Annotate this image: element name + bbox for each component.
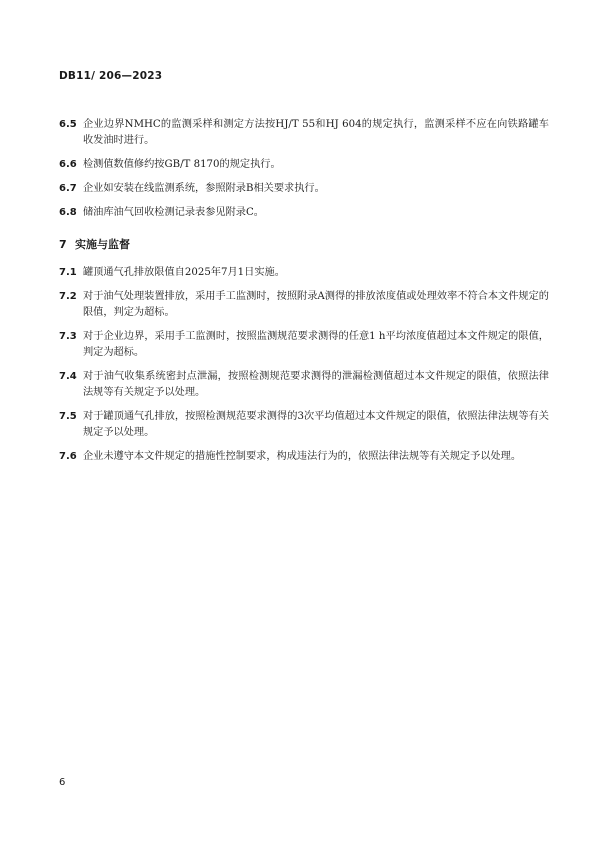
clause-text: 对于油气收集系统密封点泄漏，按照检测规范要求测得的泄漏检测值超过本文件规定的限值，依照法律法规等有关规定予以处理。 (83, 371, 549, 398)
clause-6-5 (59, 117, 549, 149)
document-body (59, 117, 549, 473)
clause-number: 6.6 (59, 159, 77, 170)
clause-text: 企业未遵守本文件规定的措施性控制要求，构成违法行为的，依照法律法规等有关规定予以处理。 (83, 451, 522, 462)
section-title: 实施与监督 (75, 238, 130, 251)
clause-6-7 (59, 181, 549, 197)
clause-7-6 (59, 449, 549, 465)
clause-6-8 (59, 205, 549, 221)
clause-number: 7.6 (59, 451, 77, 462)
clause-number: 7.3 (59, 331, 77, 342)
clause-text: 对于油气处理装置排放，采用手工监测时，按照附录A测得的排放浓度值或处理效率不符合本文件规定的限值，判定为超标。 (83, 291, 549, 318)
document-code: DB11/ 206—2023 (59, 70, 163, 82)
clause-7-3 (59, 329, 549, 361)
clause-number: 7.2 (59, 291, 77, 302)
clause-number: 6.8 (59, 207, 77, 218)
page-number: 6 (59, 777, 66, 788)
clause-6-6 (59, 157, 549, 173)
clause-text: 罐顶通气孔排放限值自2025年7月1日实施。 (83, 267, 285, 278)
clause-7-4 (59, 369, 549, 401)
clause-text: 对于企业边界，采用手工监测时，按照监测规范要求测得的任意1 h平均浓度值超过本文件规定的限值，判定为超标。 (83, 331, 549, 358)
clause-text: 对于罐顶通气孔排放，按照检测规范要求测得的3次平均值超过本文件规定的限值，依照法律法规等有关规定予以处理。 (83, 411, 549, 438)
clause-text: 企业边界NMHC的监测采样和测定方法按HJ/T 55和HJ 604的规定执行，监测采样不应在向铁路罐车收发油时进行。 (83, 119, 549, 146)
clause-number: 7.1 (59, 267, 77, 278)
clause-number: 6.7 (59, 183, 77, 194)
clause-number: 6.5 (59, 119, 77, 130)
clause-text: 检测值数值修约按GB/T 8170的规定执行。 (83, 159, 281, 170)
section-heading (59, 237, 549, 253)
clause-text: 企业如安装在线监测系统，参照附录B相关要求执行。 (83, 183, 325, 194)
clause-number: 7.5 (59, 411, 77, 422)
clause-7-5 (59, 409, 549, 441)
section-number: 7 (59, 238, 67, 251)
clause-text: 储油库油气回收检测记录表参见附录C。 (83, 207, 264, 218)
clause-number: 7.4 (59, 371, 77, 382)
clause-7-2 (59, 289, 549, 321)
clause-7-1 (59, 265, 549, 281)
